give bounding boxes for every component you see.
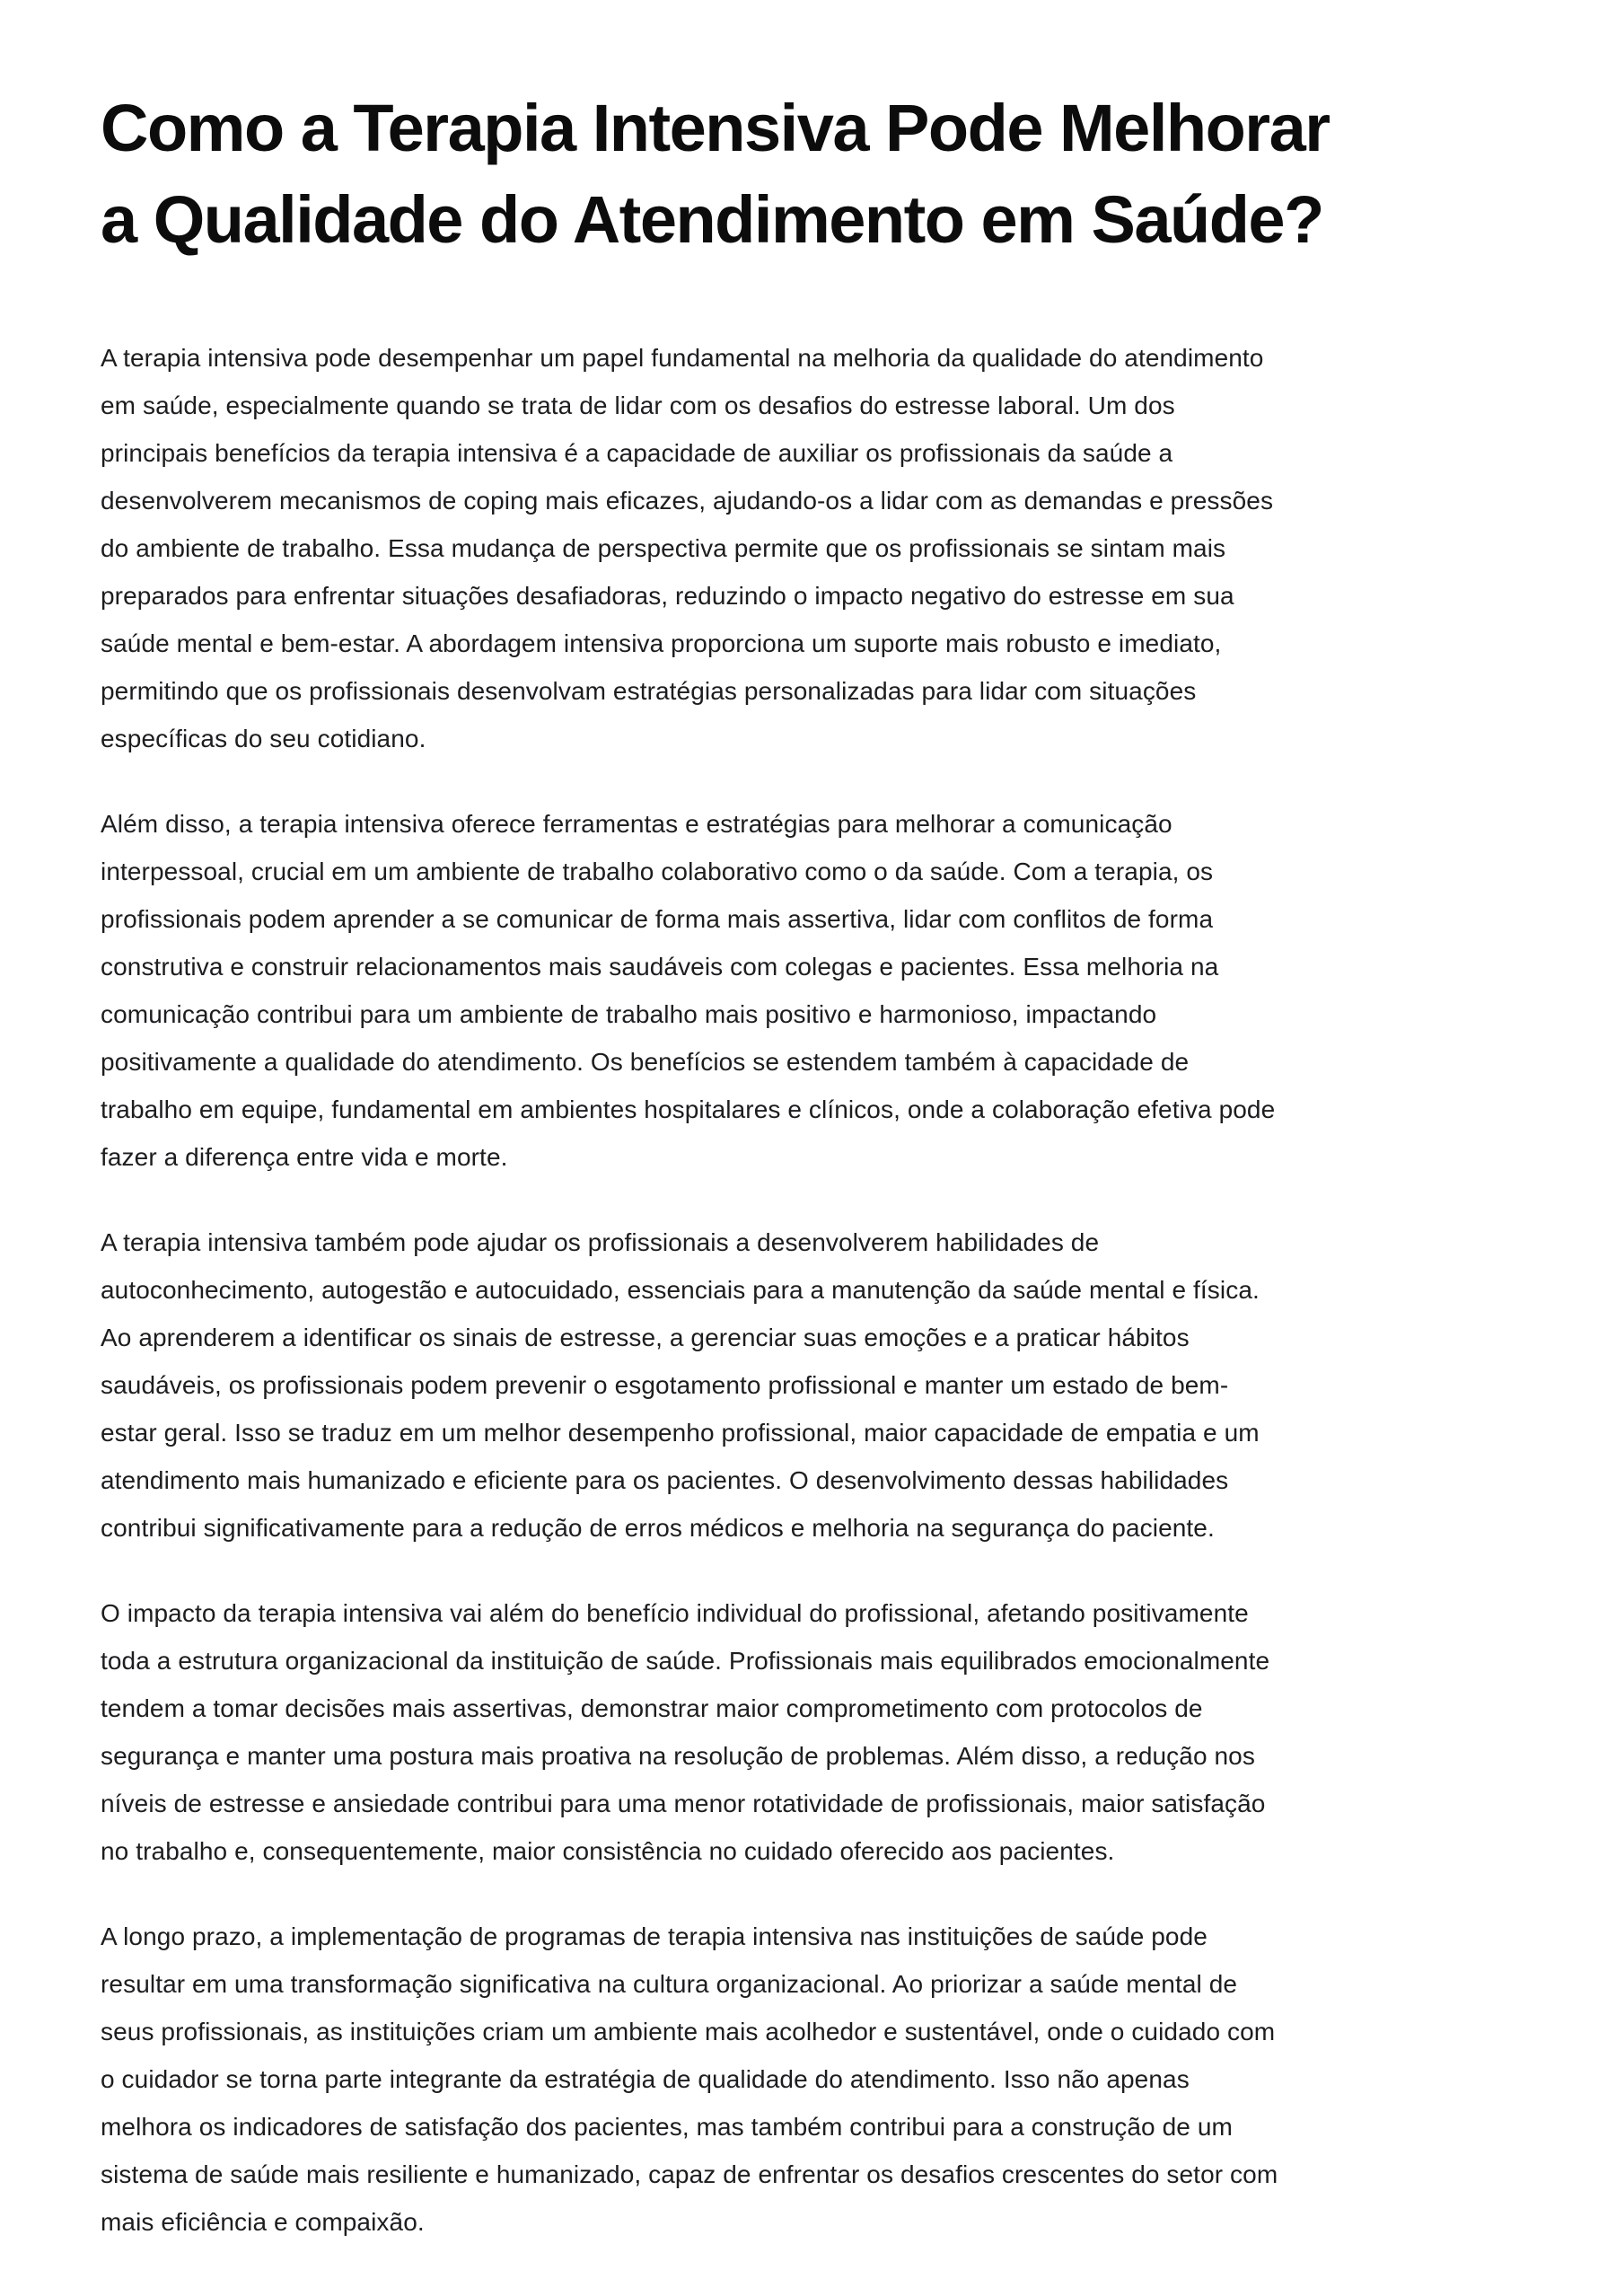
text-line: níveis de estresse e ansiedade contribui para uma menor rotatividade de profissionais, maior satisfação (101, 1790, 1266, 1817)
article-body (101, 334, 1515, 2246)
text-line: Como a Terapia Intensiva Pode Melhorar (101, 91, 1330, 165)
text-line: fazer a diferença entre vida e morte. (101, 1143, 508, 1171)
text-line: positivamente a qualidade do atendimento. Os benefícios se estendem também à capacidade de (101, 1048, 1190, 1076)
text-line: autoconhecimento, autogestão e autocuidado, essenciais para a manutenção da saúde mental e física. (101, 1276, 1260, 1304)
text-line: principais benefícios da terapia intensiva é a capacidade de auxiliar os profissionais da saúde a (101, 439, 1173, 467)
text-line: O impacto da terapia intensiva vai além do benefício individual do profissional, afetando positivamente (101, 1599, 1249, 1627)
text-line: toda a estrutura organizacional da instituição de saúde. Profissionais mais equilibrados emocionalmente (101, 1647, 1270, 1675)
text-line: A terapia intensiva também pode ajudar os profissionais a desenvolverem habilidades de (101, 1228, 1100, 1256)
paragraph (101, 1218, 1515, 1552)
text-line: atendimento mais humanizado e eficiente para os pacientes. O desenvolvimento dessas habilidades (101, 1466, 1229, 1494)
text-line: preparados para enfrentar situações desafiadoras, reduzindo o impacto negativo do estresse em sua (101, 582, 1234, 610)
text-line: no trabalho e, consequentemente, maior consistência no cuidado oferecido aos pacientes. (101, 1837, 1115, 1865)
text-line: do ambiente de trabalho. Essa mudança de perspectiva permite que os profissionais se sintam mais (101, 534, 1226, 562)
text-line: profissionais podem aprender a se comunicar de forma mais assertiva, lidar com conflitos de forma (101, 905, 1214, 933)
paragraph (101, 1589, 1515, 1875)
text-line: permitindo que os profissionais desenvolvam estratégias personalizadas para lidar com situações (101, 677, 1197, 705)
text-line: Ao aprenderem a identificar os sinais de estresse, a gerenciar suas emoções e a praticar hábitos (101, 1324, 1190, 1351)
text-line: a Qualidade do Atendimento em Saúde? (101, 182, 1323, 257)
text-line: desenvolverem mecanismos de coping mais eficazes, ajudando-os a lidar com as demandas e pressões (101, 487, 1274, 515)
text-line: comunicação contribui para um ambiente de trabalho mais positivo e harmonioso, impactando (101, 1000, 1157, 1028)
text-line: estar geral. Isso se traduz em um melhor desempenho profissional, maior capacidade de empatia e um (101, 1419, 1260, 1447)
page-title (101, 83, 1515, 266)
text-line: resultar em uma transformação significativa na cultura organizacional. Ao priorizar a saúde mental de (101, 1970, 1238, 1998)
paragraph (101, 800, 1515, 1181)
text-line: o cuidador se torna parte integrante da estratégia de qualidade do atendimento. Isso não apenas (101, 2065, 1190, 2093)
text-line: Além disso, a terapia intensiva oferece ferramentas e estratégias para melhorar a comunicação (101, 810, 1172, 838)
text-line: saudáveis, os profissionais podem prevenir o esgotamento profissional e manter um estado de bem- (101, 1371, 1229, 1399)
text-line: construtiva e construir relacionamentos mais saudáveis com colegas e pacientes. Essa melhoria na (101, 953, 1219, 981)
text-line: A terapia intensiva pode desempenhar um papel fundamental na melhoria da qualidade do atendimento (101, 344, 1264, 372)
text-line: interpessoal, crucial em um ambiente de trabalho colaborativo como o da saúde. Com a terapia, os (101, 858, 1214, 885)
text-line: A longo prazo, a implementação de programas de terapia intensiva nas instituições de saúde pode (101, 1922, 1208, 1950)
text-line: contribui significativamente para a redução de erros médicos e melhoria na segurança do paciente. (101, 1514, 1215, 1542)
text-line: segurança e manter uma postura mais proativa na resolução de problemas. Além disso, a redução nos (101, 1742, 1255, 1770)
text-line: melhora os indicadores de satisfação dos pacientes, mas também contribui para a construção de um (101, 2113, 1233, 2141)
text-line: seus profissionais, as instituições criam um ambiente mais acolhedor e sustentável, onde o cuidado com (101, 2018, 1276, 2045)
text-line: trabalho em equipe, fundamental em ambientes hospitalares e clínicos, onde a colaboração efetiva pode (101, 1095, 1276, 1123)
text-line: específicas do seu cotidiano. (101, 725, 426, 752)
paragraph (101, 1913, 1515, 2246)
text-line: em saúde, especialmente quando se trata de lidar com os desafios do estresse laboral. Um dos (101, 391, 1175, 419)
text-line: mais eficiência e compaixão. (101, 2208, 425, 2236)
text-line: tendem a tomar decisões mais assertivas, demonstrar maior comprometimento com protocolos de (101, 1694, 1203, 1722)
paragraph (101, 334, 1515, 762)
text-line: sistema de saúde mais resiliente e humanizado, capaz de enfrentar os desafios crescentes do setor com (101, 2160, 1278, 2188)
text-line: saúde mental e bem-estar. A abordagem intensiva proporciona um suporte mais robusto e imediato, (101, 629, 1222, 657)
